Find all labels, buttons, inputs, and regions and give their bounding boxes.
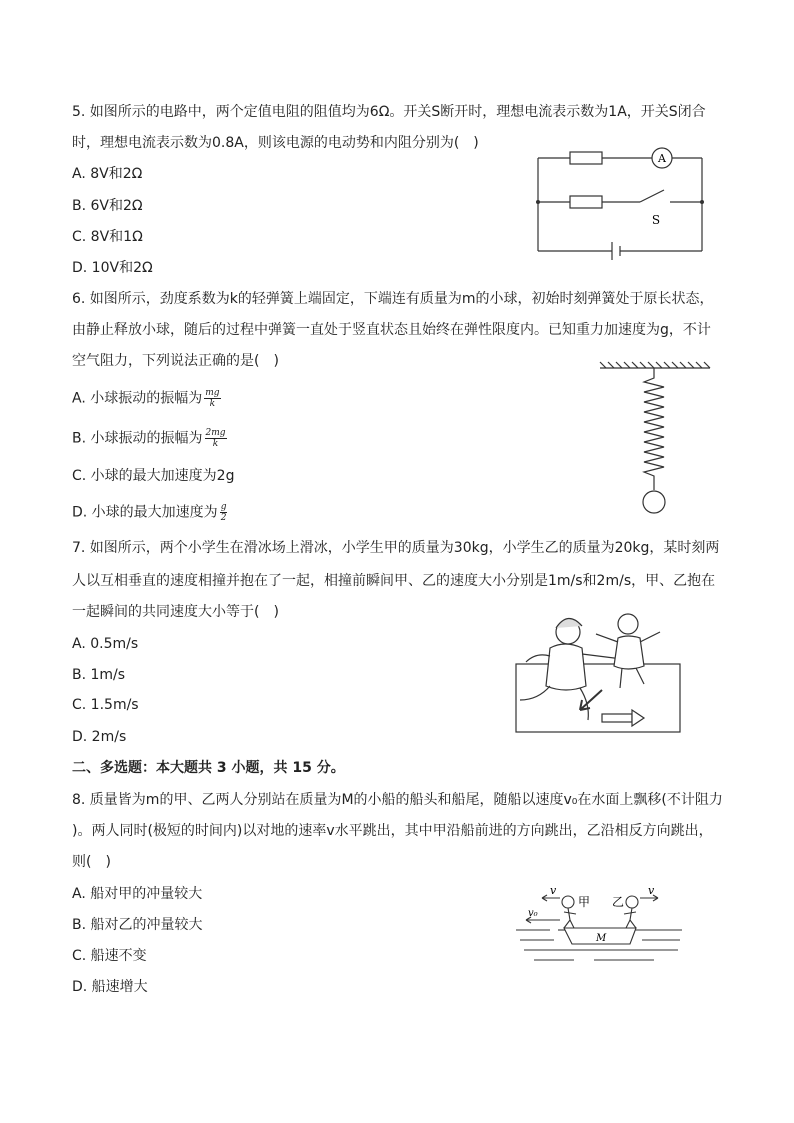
skater-jia-body xyxy=(546,644,586,690)
skater-yi-head xyxy=(618,614,638,634)
switch-icon xyxy=(640,190,664,202)
q8-option-a: A. 船对甲的冲量较大 xyxy=(72,886,203,902)
q6-option-a: A. 小球振动的振幅为 $\frac{mg}{k}$ xyxy=(72,388,220,409)
q6-spring-diagram xyxy=(598,360,712,518)
label-v-left: v xyxy=(550,884,557,897)
rink-outline xyxy=(516,664,680,732)
label-v-right: v xyxy=(648,884,655,897)
switch-label: S xyxy=(651,213,661,227)
q7-stem-line3: 一起瞬间的共同速度大小等于( ) xyxy=(72,604,279,620)
q6-option-d: D. 小球的最大加速度为 $\frac{g}{2}$ xyxy=(72,502,227,523)
ammeter-label: A xyxy=(658,152,666,165)
q5-option-c: C. 8V和1Ω xyxy=(72,229,143,245)
q6-stem-line3: 空气阻力，下列说法正确的是( ) xyxy=(72,353,279,369)
q5-option-b: B. 6V和2Ω xyxy=(72,198,143,214)
q5-stem-line2: 时，理想电流表示数为0.8A，则该电源的电动势和内阻分别为( ) xyxy=(72,135,479,151)
label-M: M xyxy=(596,933,607,944)
resistor-bottom xyxy=(570,196,602,208)
q7-stem-line1: 7. 如图所示，两个小学生在滑冰场上滑冰，小学生甲的质量为30kg，小学生乙的质量为20kg，某时刻两 xyxy=(72,540,720,556)
resistor-top xyxy=(570,152,602,164)
q5-circuit-diagram xyxy=(530,146,710,261)
label-yi: 乙 xyxy=(612,895,625,909)
q8-boat-diagram xyxy=(514,884,686,966)
skater-yi-body xyxy=(614,636,644,669)
q8-option-d: D. 船速增大 xyxy=(72,979,148,995)
q6-stem-line1: 6. 如图所示，劲度系数为k的轻弹簧上端固定，下端连有质量为m的小球，初始时刻弹簧处于原长状态， xyxy=(72,291,714,307)
velocity-arrow-yi-icon xyxy=(632,710,644,726)
q8-stem-line3: 则( ) xyxy=(72,854,111,870)
q5-stem-line1: 5. 如图所示的电路中，两个定值电阻的阻值均为6Ω。开关S断开时，理想电流表示数为1A，开关S闭合 xyxy=(72,104,706,120)
q8-option-c: C. 船速不变 xyxy=(72,948,147,964)
q7-option-b: B. 1m/s xyxy=(72,667,126,683)
q5-option-a: A. 8V和2Ω xyxy=(72,166,143,182)
label-v0: v₀ xyxy=(528,908,538,919)
q6-option-b: B. 小球振动的振幅为 $\frac{2mg}{k}$ xyxy=(72,428,226,449)
q7-skaters-illustration xyxy=(510,608,685,736)
q8-option-b: B. 船对乙的冲量较大 xyxy=(72,917,203,933)
fraction: $\frac{g}{2}$ xyxy=(220,502,227,523)
person-jia-icon xyxy=(562,896,574,908)
fraction: $\frac{mg}{k}$ xyxy=(205,388,220,409)
q7-option-c: C. 1.5m/s xyxy=(72,697,139,713)
q6-option-c: C. 小球的最大加速度为2g xyxy=(72,468,235,484)
section-heading-multiple-choice: 二、多选题：本大题共 3 小题，共 15 分。 xyxy=(72,760,345,776)
spring-icon xyxy=(644,368,664,490)
q8-stem-line1: 8. 质量皆为m的甲、乙两人分别站在质量为M的小船的船头和船尾，随船以速度v₀在水面上飘移(不计阻力 xyxy=(72,792,723,808)
ball-icon xyxy=(643,491,665,513)
q8-stem-line2: )。两人同时(极短的时间内)以对地的速率v水平跳出，其中甲沿船前进的方向跳出，乙沿相反方向跳出， xyxy=(72,823,713,839)
q5-option-d: D. 10V和2Ω xyxy=(72,260,153,276)
label-jia: 甲 xyxy=(578,895,591,909)
person-yi-icon xyxy=(626,896,638,908)
q7-option-d: D. 2m/s xyxy=(72,729,127,745)
fraction: $\frac{2mg}{k}$ xyxy=(205,428,226,449)
q7-option-a: A. 0.5m/s xyxy=(72,636,139,652)
q6-stem-line2: 由静止释放小球，随后的过程中弹簧一直处于竖直状态且始终在弹性限度内。已知重力加速度为g，不计 xyxy=(72,322,711,338)
q7-stem-line2: 人以互相垂直的速度相撞并抱在了一起，相撞前瞬间甲、乙的速度大小分别是1m/s和2m/s，甲、乙抱在 xyxy=(72,573,716,589)
